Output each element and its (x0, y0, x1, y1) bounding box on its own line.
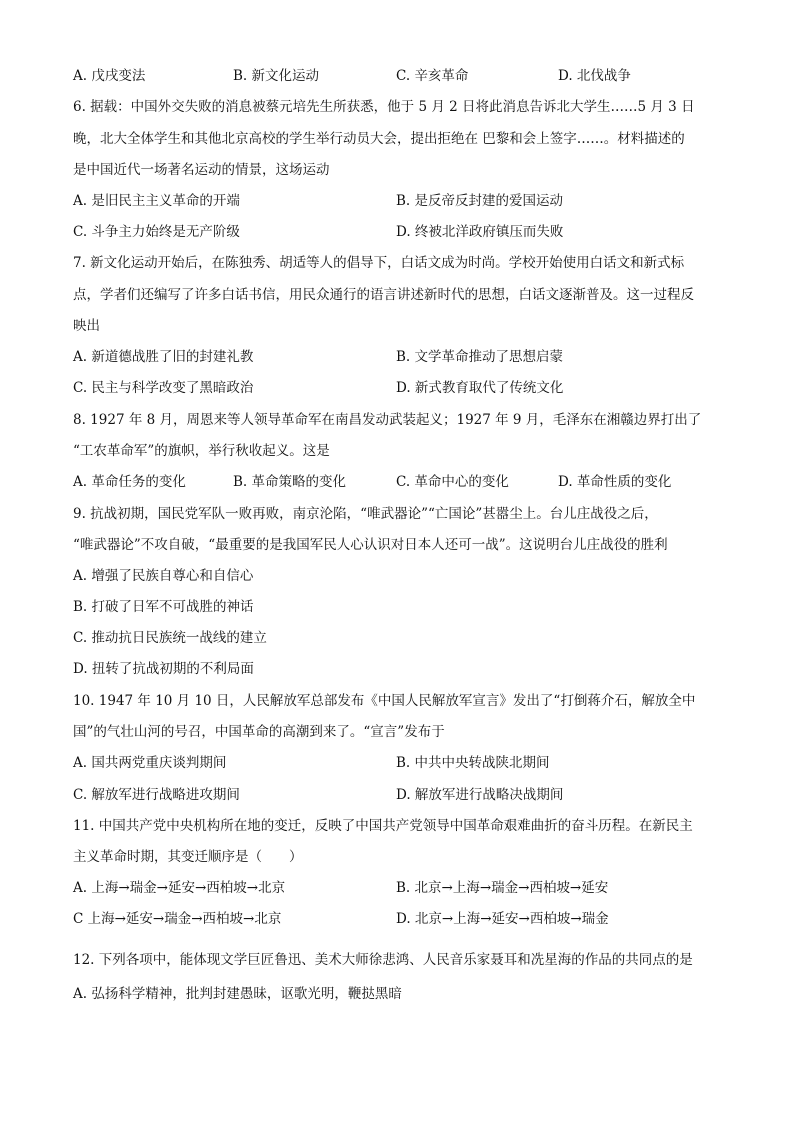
q7-option-b[interactable]: B. 文学革命推动了思想启蒙 (396, 349, 564, 365)
q11-option-a[interactable]: A. 上海→瑞金→延安→西柏坡→北京 (73, 880, 286, 896)
q6-stem-line-1: 6. 据载：中国外交失败的消息被蔡元培先生所获悉，他于 5 月 2 日将此消息告诉北大学生……5 月 3 日 (73, 99, 695, 115)
q6-stem-line-3: 是中国近代一场著名运动的情景，这场运动 (73, 162, 330, 178)
q11-stem-line-1: 11. 中国共产党中央机构所在地的变迁，反映了中国共产党领导中国革命艰难曲折的奋斗历程。在新民主 (73, 818, 693, 834)
q6-stem-line-2: 晚，北大全体学生和其他北京高校的学生举行动员大会，提出拒绝在 巴黎和会上签字……。材料描述的 (73, 131, 685, 147)
q8-stem-line-1: 8. 1927 年 8 月，周恩来等人领导革命军在南昌发动武装起义；1927 年 9 月，毛泽东在湘赣边界打出了 (73, 412, 702, 428)
q5-option-d[interactable]: D. 北伐战争 (558, 68, 631, 84)
q6-option-a[interactable]: A. 是旧民主主义革命的开端 (73, 193, 240, 209)
q5-option-c[interactable]: C. 辛亥革命 (396, 68, 469, 84)
q10-option-b[interactable]: B. 中共中央转战陕北期间 (396, 755, 550, 771)
q7-option-d[interactable]: D. 新式教育取代了传统文化 (396, 380, 564, 396)
q9-option-a[interactable]: A. 增强了民族自尊心和自信心 (73, 568, 254, 584)
q8-option-d[interactable]: D. 革命性质的变化 (558, 474, 672, 490)
q9-option-d[interactable]: D. 扭转了抗战初期的不利局面 (73, 661, 254, 677)
q11-option-b[interactable]: B. 北京→上海→瑞金→西柏坡→延安 (396, 880, 609, 896)
q11-stem-line-2: 主义革命时期，其变迁顺序是（ ） (73, 849, 303, 865)
q7-option-a[interactable]: A. 新道德战胜了旧的封建礼教 (73, 349, 254, 365)
q9-option-c[interactable]: C. 推动抗日民族统一战线的建立 (73, 630, 267, 646)
q10-option-c[interactable]: C. 解放军进行战略进攻期间 (73, 787, 240, 803)
q11-option-c[interactable]: C 上海→延安→瑞金→西柏坡→北京 (73, 911, 282, 927)
q9-stem-line-2: “唯武器论”不攻自破，“最重要的是我国军民人心认识对日本人还可一战”。这说明台儿庄战役的胜利 (73, 537, 668, 553)
q10-option-d[interactable]: D. 解放军进行战略决战期间 (396, 787, 564, 803)
q12-stem-line-1: 12. 下列各项中，能体现文学巨匠鲁迅、美术大师徐悲鸿、人民音乐家聂耳和冼星海的作品的共同点的是 (73, 952, 693, 968)
q8-stem-line-2: “工农革命军”的旗帜，举行秋收起义。这是 (73, 443, 330, 459)
q10-option-a[interactable]: A. 国共两党重庆谈判期间 (73, 755, 227, 771)
q12-option-a[interactable]: A. 弘扬科学精神，批判封建愚昧，讴歌光明，鞭挞黑暗 (73, 986, 402, 1002)
q5-option-b[interactable]: B. 新文化运动 (233, 68, 320, 84)
q10-stem-line-2: 国”的气壮山河的号召，中国革命的高潮到来了。“宣言”发布于 (73, 724, 445, 740)
q5-option-a[interactable]: A. 戊戌变法 (73, 68, 146, 84)
q8-option-c[interactable]: C. 革命中心的变化 (396, 474, 509, 490)
q9-option-b[interactable]: B. 打破了日军不可战胜的神话 (73, 599, 254, 615)
q8-option-a[interactable]: A. 革命任务的变化 (73, 474, 186, 490)
q8-option-b[interactable]: B. 革命策略的变化 (233, 474, 347, 490)
q9-stem-line-1: 9. 抗战初期，国民党军队一败再败，南京沦陷，“唯武器论”“亡国论”甚嚣尘上。台儿庄战役之后， (73, 506, 658, 522)
q6-option-c[interactable]: C. 斗争主力始终是无产阶级 (73, 224, 240, 240)
q7-stem-line-2: 点，学者们还编写了许多白话书信，用民众通行的语言讲述新时代的思想，白话文逐渐普及。这一过程反 (73, 287, 694, 303)
q7-stem-line-1: 7. 新文化运动开始后，在陈独秀、胡适等人的倡导下，白话文成为时尚。学校开始使用白话文和新式标 (73, 255, 685, 271)
q6-option-b[interactable]: B. 是反帝反封建的爱国运动 (396, 193, 564, 209)
q10-stem-line-1: 10. 1947 年 10 月 10 日，人民解放军总部发布《中国人民解放军宣言》发出了“打倒蒋介石，解放全中 (73, 693, 696, 709)
q6-option-d[interactable]: D. 终被北洋政府镇压而失败 (396, 224, 564, 240)
q7-option-c[interactable]: C. 民主与科学改变了黑暗政治 (73, 380, 254, 396)
q7-stem-line-3: 映出 (73, 318, 100, 334)
q11-option-d[interactable]: D. 北京→上海→延安→西柏坡→瑞金 (396, 911, 609, 927)
